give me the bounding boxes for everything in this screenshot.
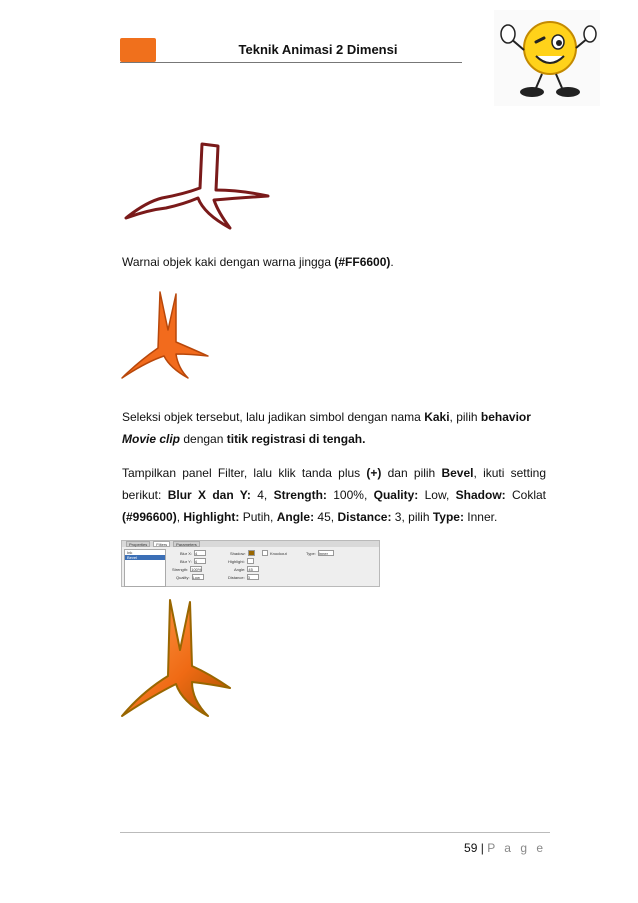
label-angle: Angle: [234, 566, 246, 572]
smiley-mascot-icon [492, 8, 602, 108]
quality-select[interactable]: Low [192, 574, 204, 580]
filter-panel-screenshot [121, 540, 380, 587]
paragraph-symbol-instruction: Seleksi objek tersebut, lalu jadikan simbol dengan nama Kaki, pilih behavior Movie clip dengan titik registrasi di tengah. [122, 410, 531, 446]
blur-y-field[interactable]: 4 [194, 558, 206, 564]
highlight-color-swatch[interactable] [247, 558, 254, 564]
filter-list [124, 549, 166, 587]
knockout-checkbox[interactable] [262, 550, 268, 556]
filter-list-item-selected[interactable]: Bevel [125, 555, 165, 560]
foot-orange-image [118, 290, 218, 386]
footer-rule [120, 832, 550, 833]
paragraph-filter-line-3: (#996600), Highlight: Putih, Angle: 45, Distance: 3, pilih Type: Inner. [122, 510, 498, 524]
paragraph-filter-line-1: Tampilkan panel Filter, lalu klik tanda plus (+) dan pilih Bevel, ikuti setting [122, 466, 546, 480]
filter-list-item[interactable]: Ink [127, 550, 133, 555]
page-number: 59 | P a g e [464, 841, 546, 855]
label-quality: Quality: [176, 574, 190, 580]
foot-outline-image [118, 140, 278, 232]
filter-panel-tabs [122, 541, 379, 547]
page-header-title: Teknik Animasi 2 Dimensi [238, 42, 398, 57]
angle-field[interactable]: 45 [247, 566, 259, 572]
label-highlight: Highlight: [228, 558, 245, 564]
label-knockout: Knockout [270, 550, 287, 556]
paragraph-color-instruction: Warnai objek kaki dengan warna jingga (#FF6600). [122, 255, 394, 269]
header-orange-tab [120, 38, 156, 62]
tab-filters[interactable]: Filters [153, 541, 170, 547]
type-select[interactable]: Inner [318, 550, 334, 556]
label-strength: Strength: [172, 566, 189, 572]
tab-parameters[interactable]: Parameters [173, 541, 200, 547]
paragraph-filter-line-2: berikut: Blur X dan Y: 4, Strength: 100%, Quality: Low, Shadow: Coklat [122, 488, 547, 502]
label-blur-x: Blur X: [180, 550, 193, 556]
strength-field[interactable]: 100% [191, 567, 202, 572]
header-rule [120, 62, 462, 63]
label-type: Type: [306, 550, 316, 556]
tab-properties[interactable]: Properties [126, 541, 150, 547]
foot-bevel-image [116, 596, 236, 726]
distance-field[interactable]: 3 [247, 574, 259, 580]
shadow-color-swatch[interactable] [248, 550, 255, 556]
label-blur-y: Blur Y: [180, 558, 192, 564]
label-distance: Distance: [228, 574, 245, 580]
blur-x-field[interactable]: 4 [194, 550, 206, 556]
label-shadow: Shadow: [230, 550, 246, 556]
